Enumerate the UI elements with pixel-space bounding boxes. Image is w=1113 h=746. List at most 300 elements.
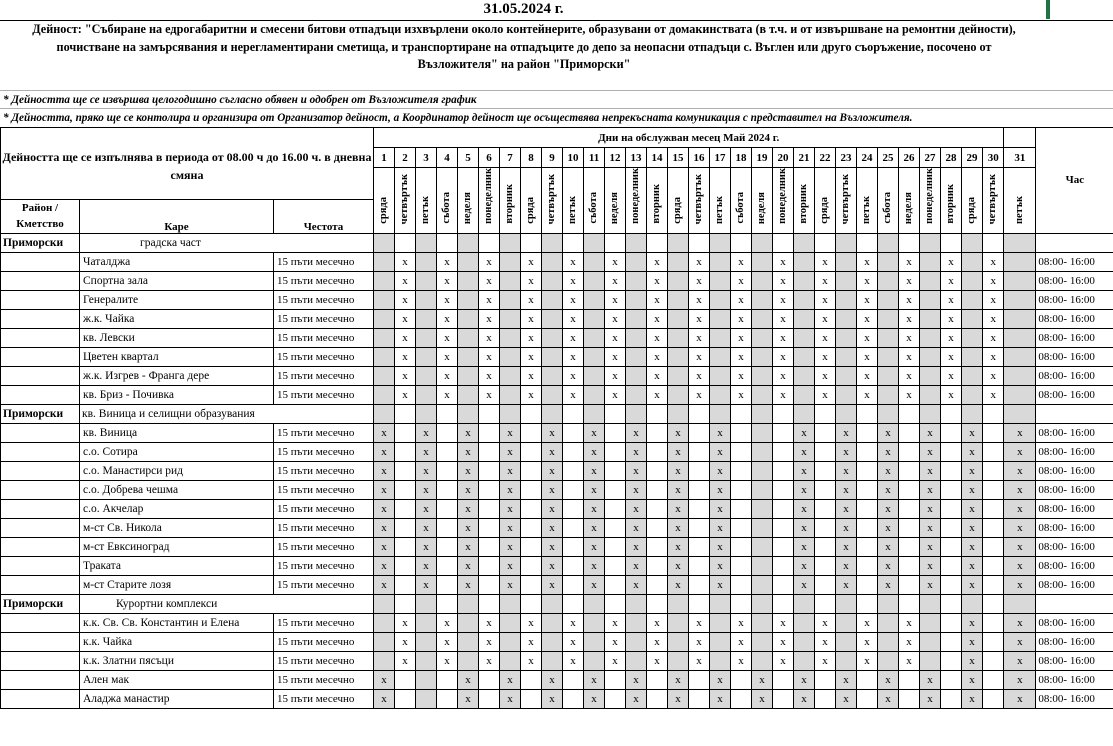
rayon-cell[interactable] bbox=[1, 480, 80, 499]
day-cell-11[interactable] bbox=[584, 328, 605, 347]
day-cell-21[interactable] bbox=[794, 385, 815, 404]
kare-name-cell[interactable]: к.к. Златни пясъци bbox=[80, 651, 274, 670]
day-cell-11[interactable] bbox=[584, 271, 605, 290]
day-cell-4[interactable] bbox=[437, 518, 458, 537]
day-cell-14[interactable]: x bbox=[647, 252, 668, 271]
day-cell-25[interactable] bbox=[878, 252, 899, 271]
day-cell-14[interactable] bbox=[647, 480, 668, 499]
day-cell-27[interactable] bbox=[920, 252, 941, 271]
day-cell-18[interactable]: x bbox=[731, 347, 752, 366]
time-cell[interactable]: 08:00- 16:00 bbox=[1036, 632, 1113, 651]
day-cell-19[interactable] bbox=[752, 480, 773, 499]
day-cell-10[interactable] bbox=[563, 499, 584, 518]
day-cell-18[interactable] bbox=[731, 423, 752, 442]
day-cell-20[interactable] bbox=[773, 556, 794, 575]
time-cell[interactable]: 08:00- 16:00 bbox=[1036, 328, 1113, 347]
day-cell-30[interactable] bbox=[983, 556, 1004, 575]
day-cell-29[interactable]: x bbox=[962, 537, 983, 556]
day-cell-16[interactable]: x bbox=[689, 385, 710, 404]
day-cell-17[interactable]: x bbox=[710, 575, 731, 594]
day-cell-12[interactable]: x bbox=[605, 651, 626, 670]
cell-selection-indicator[interactable] bbox=[1046, 0, 1050, 19]
day-cell-9[interactable] bbox=[542, 290, 563, 309]
day-cell-16[interactable] bbox=[689, 537, 710, 556]
day-cell-24[interactable] bbox=[857, 689, 878, 708]
day-cell-2[interactable]: x bbox=[395, 385, 416, 404]
day-cell-11[interactable]: x bbox=[584, 423, 605, 442]
day-cell-7[interactable] bbox=[500, 309, 521, 328]
day-cell-13[interactable] bbox=[626, 271, 647, 290]
day-cell-30[interactable] bbox=[983, 689, 1004, 708]
day-cell-4[interactable] bbox=[437, 537, 458, 556]
time-cell[interactable]: 08:00- 16:00 bbox=[1036, 575, 1113, 594]
day-cell-12[interactable]: x bbox=[605, 347, 626, 366]
day-cell-6[interactable]: x bbox=[479, 271, 500, 290]
day-cell-27[interactable]: x bbox=[920, 442, 941, 461]
kare-name-cell[interactable]: ж.к. Чайка bbox=[80, 309, 274, 328]
day-cell-30[interactable] bbox=[983, 480, 1004, 499]
frequency-cell[interactable]: 15 пъти месечно bbox=[274, 366, 374, 385]
day-cell-5[interactable]: x bbox=[458, 480, 479, 499]
day-cell-22[interactable]: x bbox=[815, 385, 836, 404]
day-cell-5[interactable] bbox=[458, 309, 479, 328]
day-cell-3[interactable]: x bbox=[416, 537, 437, 556]
day-cell-11[interactable] bbox=[584, 385, 605, 404]
day-cell-31[interactable] bbox=[1004, 309, 1036, 328]
kare-name-cell[interactable]: с.о. Акчелар bbox=[80, 499, 274, 518]
day-cell-23[interactable] bbox=[836, 613, 857, 632]
day-cell-20[interactable] bbox=[773, 499, 794, 518]
day-cell-27[interactable] bbox=[920, 613, 941, 632]
day-cell-29[interactable] bbox=[962, 347, 983, 366]
day-cell-7[interactable] bbox=[500, 290, 521, 309]
day-cell-2[interactable] bbox=[395, 575, 416, 594]
day-cell-1[interactable]: x bbox=[374, 461, 395, 480]
day-cell-19[interactable] bbox=[752, 651, 773, 670]
day-cell-17[interactable] bbox=[710, 385, 731, 404]
day-cell-16[interactable] bbox=[689, 575, 710, 594]
day-cell-24[interactable] bbox=[857, 556, 878, 575]
day-cell-28[interactable] bbox=[941, 480, 962, 499]
kare-name-cell[interactable]: кв. Виница bbox=[80, 423, 274, 442]
day-cell-11[interactable] bbox=[584, 252, 605, 271]
day-cell-19[interactable] bbox=[752, 613, 773, 632]
day-cell-22[interactable]: x bbox=[815, 613, 836, 632]
day-cell-21[interactable] bbox=[794, 271, 815, 290]
day-cell-13[interactable] bbox=[626, 651, 647, 670]
frequency-cell[interactable]: 15 пъти месечно bbox=[274, 423, 374, 442]
day-cell-28[interactable] bbox=[941, 689, 962, 708]
day-cell-1[interactable] bbox=[374, 632, 395, 651]
day-cell-16[interactable] bbox=[689, 461, 710, 480]
day-cell-4[interactable]: x bbox=[437, 271, 458, 290]
day-cell-17[interactable]: x bbox=[710, 670, 731, 689]
day-cell-5[interactable]: x bbox=[458, 499, 479, 518]
day-cell-7[interactable] bbox=[500, 385, 521, 404]
day-cell-21[interactable] bbox=[794, 366, 815, 385]
frequency-cell[interactable]: 15 пъти месечно bbox=[274, 556, 374, 575]
day-cell-25[interactable]: x bbox=[878, 518, 899, 537]
day-cell-8[interactable]: x bbox=[521, 366, 542, 385]
day-cell-26[interactable]: x bbox=[899, 309, 920, 328]
day-cell-1[interactable] bbox=[374, 366, 395, 385]
day-cell-22[interactable] bbox=[815, 461, 836, 480]
day-cell-26[interactable]: x bbox=[899, 632, 920, 651]
day-cell-4[interactable] bbox=[437, 575, 458, 594]
day-cell-7[interactable] bbox=[500, 613, 521, 632]
day-cell-12[interactable] bbox=[605, 423, 626, 442]
day-cell-11[interactable] bbox=[584, 651, 605, 670]
day-cell-22[interactable] bbox=[815, 423, 836, 442]
day-cell-29[interactable]: x bbox=[962, 632, 983, 651]
day-cell-25[interactable] bbox=[878, 271, 899, 290]
day-cell-4[interactable]: x bbox=[437, 651, 458, 670]
day-cell-10[interactable]: x bbox=[563, 385, 584, 404]
day-cell-4[interactable] bbox=[437, 480, 458, 499]
day-cell-14[interactable]: x bbox=[647, 632, 668, 651]
rayon-cell[interactable] bbox=[1, 499, 80, 518]
day-cell-12[interactable] bbox=[605, 442, 626, 461]
day-cell-9[interactable] bbox=[542, 651, 563, 670]
schedule-row[interactable] bbox=[1, 632, 1113, 651]
day-cell-24[interactable] bbox=[857, 442, 878, 461]
day-cell-20[interactable] bbox=[773, 689, 794, 708]
day-cell-24[interactable] bbox=[857, 537, 878, 556]
day-cell-30[interactable] bbox=[983, 613, 1004, 632]
day-cell-10[interactable]: x bbox=[563, 632, 584, 651]
day-cell-17[interactable] bbox=[710, 309, 731, 328]
day-cell-19[interactable] bbox=[752, 328, 773, 347]
frequency-cell[interactable]: 15 пъти месечно bbox=[274, 480, 374, 499]
day-cell-7[interactable]: x bbox=[500, 575, 521, 594]
day-cell-6[interactable]: x bbox=[479, 613, 500, 632]
day-cell-10[interactable] bbox=[563, 537, 584, 556]
day-cell-1[interactable]: x bbox=[374, 575, 395, 594]
day-cell-14[interactable] bbox=[647, 670, 668, 689]
schedule-row[interactable] bbox=[1, 290, 1113, 309]
day-cell-10[interactable] bbox=[563, 518, 584, 537]
day-cell-4[interactable]: x bbox=[437, 366, 458, 385]
day-cell-2[interactable]: x bbox=[395, 309, 416, 328]
day-cell-13[interactable] bbox=[626, 366, 647, 385]
day-cell-9[interactable] bbox=[542, 252, 563, 271]
day-cell-5[interactable]: x bbox=[458, 423, 479, 442]
day-cell-22[interactable] bbox=[815, 537, 836, 556]
day-cell-6[interactable]: x bbox=[479, 328, 500, 347]
day-cell-31[interactable]: x bbox=[1004, 632, 1036, 651]
day-cell-28[interactable] bbox=[941, 423, 962, 442]
day-cell-15[interactable] bbox=[668, 613, 689, 632]
day-cell-28[interactable]: x bbox=[941, 366, 962, 385]
time-cell[interactable]: 08:00- 16:00 bbox=[1036, 556, 1113, 575]
day-cell-26[interactable]: x bbox=[899, 271, 920, 290]
day-cell-13[interactable]: x bbox=[626, 442, 647, 461]
day-cell-10[interactable] bbox=[563, 689, 584, 708]
day-cell-12[interactable]: x bbox=[605, 632, 626, 651]
schedule-row[interactable] bbox=[1, 499, 1113, 518]
day-cell-22[interactable] bbox=[815, 689, 836, 708]
day-cell-29[interactable]: x bbox=[962, 480, 983, 499]
day-cell-15[interactable]: x bbox=[668, 575, 689, 594]
rayon-cell[interactable] bbox=[1, 309, 80, 328]
day-cell-26[interactable]: x bbox=[899, 366, 920, 385]
day-cell-7[interactable]: x bbox=[500, 461, 521, 480]
day-cell-2[interactable] bbox=[395, 518, 416, 537]
day-cell-3[interactable]: x bbox=[416, 518, 437, 537]
day-cell-26[interactable] bbox=[899, 423, 920, 442]
day-cell-28[interactable]: x bbox=[941, 271, 962, 290]
frequency-cell[interactable]: 15 пъти месечно bbox=[274, 309, 374, 328]
kare-name-cell[interactable]: Ален мак bbox=[80, 670, 274, 689]
day-cell-8[interactable]: x bbox=[521, 613, 542, 632]
day-cell-21[interactable]: x bbox=[794, 575, 815, 594]
day-cell-29[interactable]: x bbox=[962, 613, 983, 632]
day-cell-3[interactable]: x bbox=[416, 575, 437, 594]
day-cell-18[interactable] bbox=[731, 575, 752, 594]
day-cell-15[interactable]: x bbox=[668, 423, 689, 442]
day-cell-13[interactable] bbox=[626, 632, 647, 651]
day-cell-7[interactable] bbox=[500, 366, 521, 385]
day-cell-23[interactable]: x bbox=[836, 499, 857, 518]
day-cell-5[interactable] bbox=[458, 271, 479, 290]
day-cell-4[interactable]: x bbox=[437, 328, 458, 347]
day-cell-2[interactable] bbox=[395, 689, 416, 708]
day-cell-3[interactable]: x bbox=[416, 499, 437, 518]
day-cell-31[interactable]: x bbox=[1004, 670, 1036, 689]
rayon-cell[interactable] bbox=[1, 366, 80, 385]
day-cell-28[interactable]: x bbox=[941, 290, 962, 309]
day-cell-31[interactable]: x bbox=[1004, 651, 1036, 670]
day-cell-12[interactable] bbox=[605, 518, 626, 537]
day-cell-25[interactable]: x bbox=[878, 423, 899, 442]
day-cell-17[interactable] bbox=[710, 347, 731, 366]
day-cell-21[interactable]: x bbox=[794, 461, 815, 480]
kare-name-cell[interactable]: Цветен квартал bbox=[80, 347, 274, 366]
day-cell-14[interactable] bbox=[647, 575, 668, 594]
time-cell[interactable]: 08:00- 16:00 bbox=[1036, 423, 1113, 442]
day-cell-17[interactable]: x bbox=[710, 461, 731, 480]
day-cell-12[interactable] bbox=[605, 670, 626, 689]
day-cell-12[interactable] bbox=[605, 461, 626, 480]
day-cell-30[interactable]: x bbox=[983, 366, 1004, 385]
day-cell-31[interactable]: x bbox=[1004, 518, 1036, 537]
day-cell-11[interactable]: x bbox=[584, 670, 605, 689]
day-cell-16[interactable] bbox=[689, 442, 710, 461]
day-cell-15[interactable] bbox=[668, 328, 689, 347]
time-cell[interactable]: 08:00- 16:00 bbox=[1036, 252, 1113, 271]
rayon-cell[interactable] bbox=[1, 518, 80, 537]
day-cell-11[interactable]: x bbox=[584, 518, 605, 537]
day-cell-8[interactable]: x bbox=[521, 385, 542, 404]
day-cell-21[interactable] bbox=[794, 309, 815, 328]
day-cell-18[interactable]: x bbox=[731, 632, 752, 651]
rayon-cell[interactable] bbox=[1, 632, 80, 651]
day-cell-4[interactable]: x bbox=[437, 290, 458, 309]
day-cell-20[interactable] bbox=[773, 575, 794, 594]
day-cell-15[interactable] bbox=[668, 366, 689, 385]
kare-name-cell[interactable]: Спортна зала bbox=[80, 271, 274, 290]
day-cell-18[interactable]: x bbox=[731, 252, 752, 271]
day-cell-9[interactable] bbox=[542, 385, 563, 404]
day-cell-5[interactable] bbox=[458, 651, 479, 670]
day-cell-19[interactable] bbox=[752, 385, 773, 404]
day-cell-1[interactable]: x bbox=[374, 442, 395, 461]
time-cell[interactable]: 08:00- 16:00 bbox=[1036, 480, 1113, 499]
schedule-row[interactable] bbox=[1, 556, 1113, 575]
day-cell-2[interactable]: x bbox=[395, 347, 416, 366]
schedule-row[interactable] bbox=[1, 670, 1113, 689]
day-cell-8[interactable] bbox=[521, 537, 542, 556]
day-cell-3[interactable] bbox=[416, 328, 437, 347]
day-cell-2[interactable] bbox=[395, 499, 416, 518]
day-cell-30[interactable]: x bbox=[983, 328, 1004, 347]
day-cell-25[interactable]: x bbox=[878, 499, 899, 518]
kare-name-cell[interactable]: Генералите bbox=[80, 290, 274, 309]
day-cell-9[interactable] bbox=[542, 632, 563, 651]
day-cell-30[interactable]: x bbox=[983, 385, 1004, 404]
day-cell-23[interactable] bbox=[836, 252, 857, 271]
time-cell[interactable]: 08:00- 16:00 bbox=[1036, 442, 1113, 461]
day-cell-26[interactable]: x bbox=[899, 613, 920, 632]
day-cell-13[interactable] bbox=[626, 309, 647, 328]
day-cell-8[interactable]: x bbox=[521, 328, 542, 347]
day-cell-30[interactable]: x bbox=[983, 271, 1004, 290]
day-cell-19[interactable] bbox=[752, 290, 773, 309]
rayon-cell[interactable] bbox=[1, 670, 80, 689]
rayon-cell[interactable] bbox=[1, 575, 80, 594]
day-cell-2[interactable]: x bbox=[395, 271, 416, 290]
day-cell-16[interactable]: x bbox=[689, 271, 710, 290]
day-cell-29[interactable] bbox=[962, 252, 983, 271]
day-cell-4[interactable]: x bbox=[437, 613, 458, 632]
frequency-cell[interactable]: 15 пъти месечно bbox=[274, 461, 374, 480]
day-cell-15[interactable]: x bbox=[668, 480, 689, 499]
day-cell-27[interactable]: x bbox=[920, 556, 941, 575]
day-cell-14[interactable]: x bbox=[647, 309, 668, 328]
day-cell-30[interactable] bbox=[983, 651, 1004, 670]
day-cell-29[interactable]: x bbox=[962, 651, 983, 670]
day-cell-6[interactable] bbox=[479, 670, 500, 689]
day-cell-7[interactable]: x bbox=[500, 518, 521, 537]
day-cell-8[interactable]: x bbox=[521, 651, 542, 670]
day-cell-27[interactable] bbox=[920, 347, 941, 366]
kare-name-cell[interactable]: м-ст Старите лозя bbox=[80, 575, 274, 594]
schedule-row[interactable] bbox=[1, 537, 1113, 556]
day-cell-9[interactable] bbox=[542, 613, 563, 632]
day-cell-13[interactable]: x bbox=[626, 423, 647, 442]
day-cell-19[interactable] bbox=[752, 423, 773, 442]
day-cell-13[interactable]: x bbox=[626, 575, 647, 594]
day-cell-27[interactable]: x bbox=[920, 537, 941, 556]
day-cell-8[interactable] bbox=[521, 499, 542, 518]
day-cell-13[interactable] bbox=[626, 252, 647, 271]
day-cell-29[interactable]: x bbox=[962, 689, 983, 708]
day-cell-9[interactable] bbox=[542, 328, 563, 347]
frequency-cell[interactable]: 15 пъти месечно bbox=[274, 385, 374, 404]
day-cell-27[interactable]: x bbox=[920, 518, 941, 537]
day-cell-15[interactable]: x bbox=[668, 518, 689, 537]
day-cell-3[interactable]: x bbox=[416, 461, 437, 480]
day-cell-21[interactable]: x bbox=[794, 499, 815, 518]
day-cell-30[interactable]: x bbox=[983, 252, 1004, 271]
frequency-cell[interactable]: 15 пъти месечно bbox=[274, 499, 374, 518]
day-cell-13[interactable] bbox=[626, 347, 647, 366]
day-cell-18[interactable]: x bbox=[731, 309, 752, 328]
day-cell-22[interactable] bbox=[815, 556, 836, 575]
day-cell-11[interactable]: x bbox=[584, 480, 605, 499]
day-cell-16[interactable] bbox=[689, 499, 710, 518]
day-cell-19[interactable] bbox=[752, 347, 773, 366]
day-cell-21[interactable] bbox=[794, 290, 815, 309]
day-cell-5[interactable]: x bbox=[458, 670, 479, 689]
day-cell-25[interactable] bbox=[878, 347, 899, 366]
day-cell-12[interactable]: x bbox=[605, 613, 626, 632]
frequency-cell[interactable]: 15 пъти месечно bbox=[274, 442, 374, 461]
kare-name-cell[interactable]: м-ст Евксиноград bbox=[80, 537, 274, 556]
day-cell-22[interactable]: x bbox=[815, 347, 836, 366]
day-cell-1[interactable]: x bbox=[374, 537, 395, 556]
day-cell-4[interactable] bbox=[437, 499, 458, 518]
day-cell-22[interactable]: x bbox=[815, 366, 836, 385]
schedule-row[interactable] bbox=[1, 689, 1113, 708]
day-cell-6[interactable] bbox=[479, 575, 500, 594]
day-cell-17[interactable]: x bbox=[710, 480, 731, 499]
time-cell[interactable]: 08:00- 16:00 bbox=[1036, 385, 1113, 404]
kare-name-cell[interactable]: с.о. Сотира bbox=[80, 442, 274, 461]
day-cell-11[interactable]: x bbox=[584, 461, 605, 480]
kare-name-cell[interactable]: к.к. Чайка bbox=[80, 632, 274, 651]
day-cell-28[interactable]: x bbox=[941, 328, 962, 347]
day-cell-17[interactable] bbox=[710, 366, 731, 385]
day-cell-5[interactable] bbox=[458, 613, 479, 632]
day-cell-10[interactable]: x bbox=[563, 651, 584, 670]
day-cell-20[interactable]: x bbox=[773, 651, 794, 670]
day-cell-9[interactable] bbox=[542, 271, 563, 290]
day-cell-23[interactable] bbox=[836, 385, 857, 404]
day-cell-17[interactable] bbox=[710, 651, 731, 670]
day-cell-6[interactable] bbox=[479, 518, 500, 537]
day-cell-14[interactable]: x bbox=[647, 651, 668, 670]
day-cell-15[interactable]: x bbox=[668, 556, 689, 575]
day-cell-28[interactable]: x bbox=[941, 385, 962, 404]
day-cell-14[interactable] bbox=[647, 442, 668, 461]
day-cell-28[interactable]: x bbox=[941, 309, 962, 328]
day-cell-23[interactable]: x bbox=[836, 423, 857, 442]
day-cell-1[interactable] bbox=[374, 651, 395, 670]
schedule-row[interactable] bbox=[1, 309, 1113, 328]
day-cell-12[interactable] bbox=[605, 689, 626, 708]
day-cell-21[interactable]: x bbox=[794, 556, 815, 575]
day-cell-28[interactable] bbox=[941, 670, 962, 689]
day-cell-22[interactable]: x bbox=[815, 328, 836, 347]
day-cell-2[interactable] bbox=[395, 556, 416, 575]
day-cell-16[interactable]: x bbox=[689, 252, 710, 271]
day-cell-15[interactable] bbox=[668, 632, 689, 651]
day-cell-3[interactable] bbox=[416, 366, 437, 385]
kare-name-cell[interactable]: м-ст Св. Никола bbox=[80, 518, 274, 537]
day-cell-24[interactable] bbox=[857, 670, 878, 689]
day-cell-15[interactable] bbox=[668, 347, 689, 366]
frequency-cell[interactable]: 15 пъти месечно bbox=[274, 518, 374, 537]
day-cell-6[interactable]: x bbox=[479, 385, 500, 404]
day-cell-25[interactable]: x bbox=[878, 461, 899, 480]
day-cell-26[interactable] bbox=[899, 556, 920, 575]
day-cell-27[interactable] bbox=[920, 632, 941, 651]
day-cell-20[interactable]: x bbox=[773, 347, 794, 366]
rayon-cell[interactable] bbox=[1, 328, 80, 347]
day-cell-14[interactable] bbox=[647, 537, 668, 556]
day-cell-25[interactable]: x bbox=[878, 575, 899, 594]
